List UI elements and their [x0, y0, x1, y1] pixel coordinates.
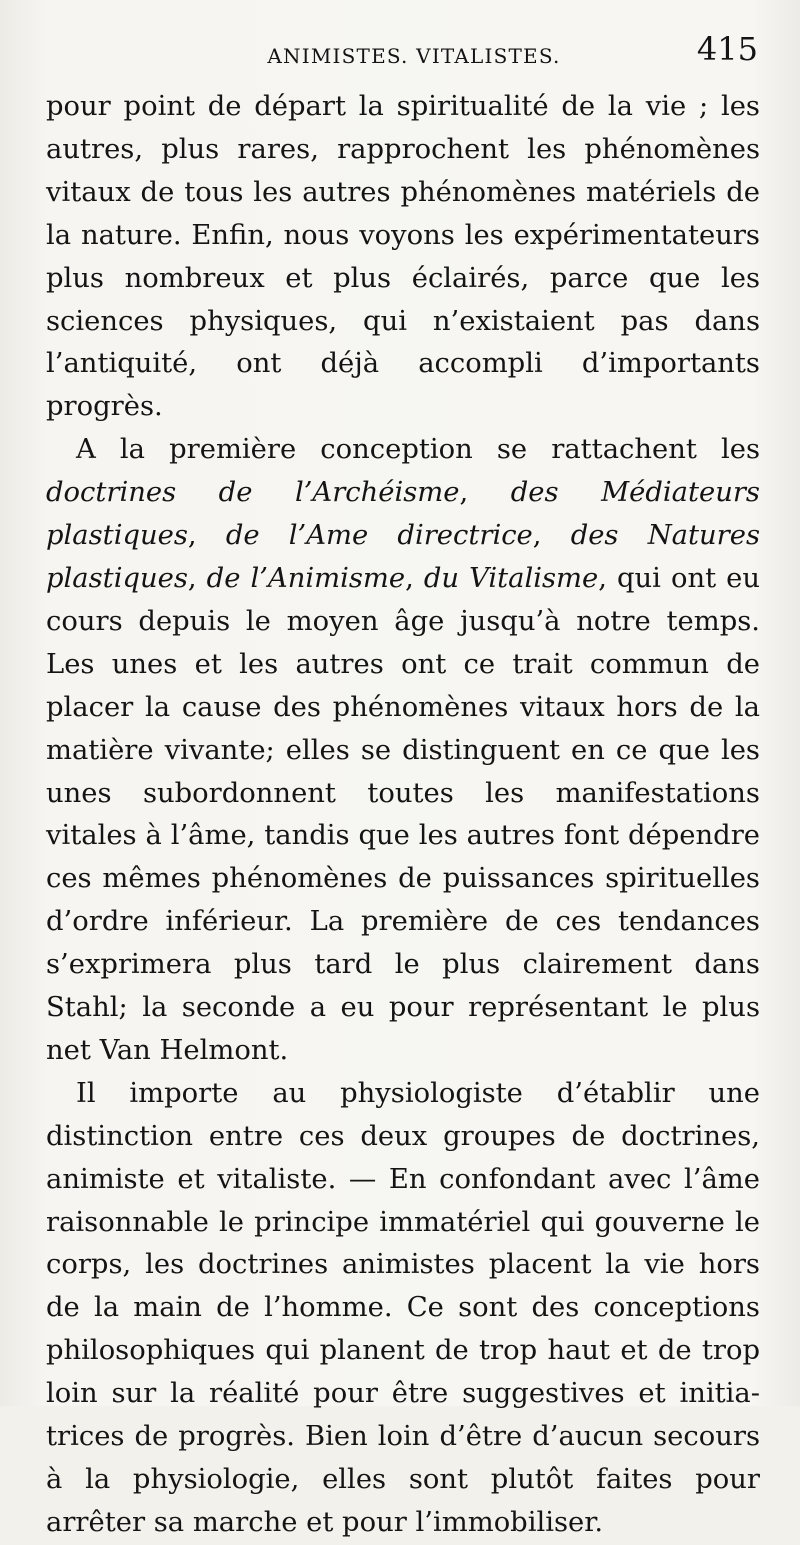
- body-text: [46, 86, 760, 1545]
- paragraph-2-text-2: , qui ont eu cours depuis le moyen âge jusqu’à notre temps. Les unes et les autres ont ce trait commun de placer la cause des phénomènes vitaux hors de la matière vivante; elles se distinguent en ce que les unes subordonnent toutes les manifestations vitales à l’âme, tandis que les autres font dépendre ces mêmes phénomènes de puissances spirituelles d’ordre inférieur. La première de ces tendances s’exprimera plus tard le plus clairement dans Stahl; la seconde a eu pour représentant le plus net Van Helmont.: [46, 562, 761, 1066]
- paragraph-2-sep-2: ,: [187, 520, 226, 552]
- paragraph-2-sep-4: ,: [187, 562, 207, 594]
- term-animisme: de l’Animisme: [206, 562, 406, 594]
- term-mediateurs-plastiques: des Médiateurs plastiques: [46, 477, 760, 552]
- running-head: ANIMISTES. VITALISTES.: [267, 44, 561, 68]
- page-header: [40, 30, 758, 74]
- term-natures-plastiques: des Natures plastiques: [46, 520, 761, 594]
- paragraph-1: pour point de départ la spiritualité de la vie ; les autres, plus rares, rapprochent les phénomènes vitaux de tous les autres phénomènes matériels de la nature. Enfin, nous voyons les expérimentateurs plus nombreux et plus éclairés, parce que les sciences physiques, qui n’existaient pas dans l’antiquité, ont déjà accompli d’importants progrès.: [46, 91, 760, 423]
- paragraph-2: [46, 429, 760, 1073]
- page-number: 415: [696, 30, 758, 68]
- paragraph-2-text-1: A la première conception se rattachent les: [76, 434, 760, 466]
- paragraph-2-sep-3: ,: [532, 520, 571, 552]
- paragraph-2-sep-1: ,: [459, 477, 511, 509]
- paragraph-3: Il importe au physiologiste d’établir une distinction entre ces deux groupes de doctrines, animiste et vitaliste. — En confondant avec l’âme raisonnable le principe immatériel qui gouverne le corps, les doctrines animistes placent la vie hors de la main de l’homme. Ce sont des conceptions philosophiques qui planent de trop haut et de trop loin sur la réalité pour être suggestives et initiatrices de progrès. Bien loin d’être d’aucun secours à la physiologie, elles sont plutôt faites pour arrêter sa marche et pour l’immobiliser.: [46, 1077, 760, 1538]
- term-archeisme: doctrines de l’Archéisme: [46, 477, 460, 509]
- term-vitalisme: du Vitalisme: [423, 562, 599, 594]
- term-ame-directrice: de l’Ame directrice: [225, 520, 533, 552]
- paragraph-2-sep-5: ,: [405, 562, 424, 594]
